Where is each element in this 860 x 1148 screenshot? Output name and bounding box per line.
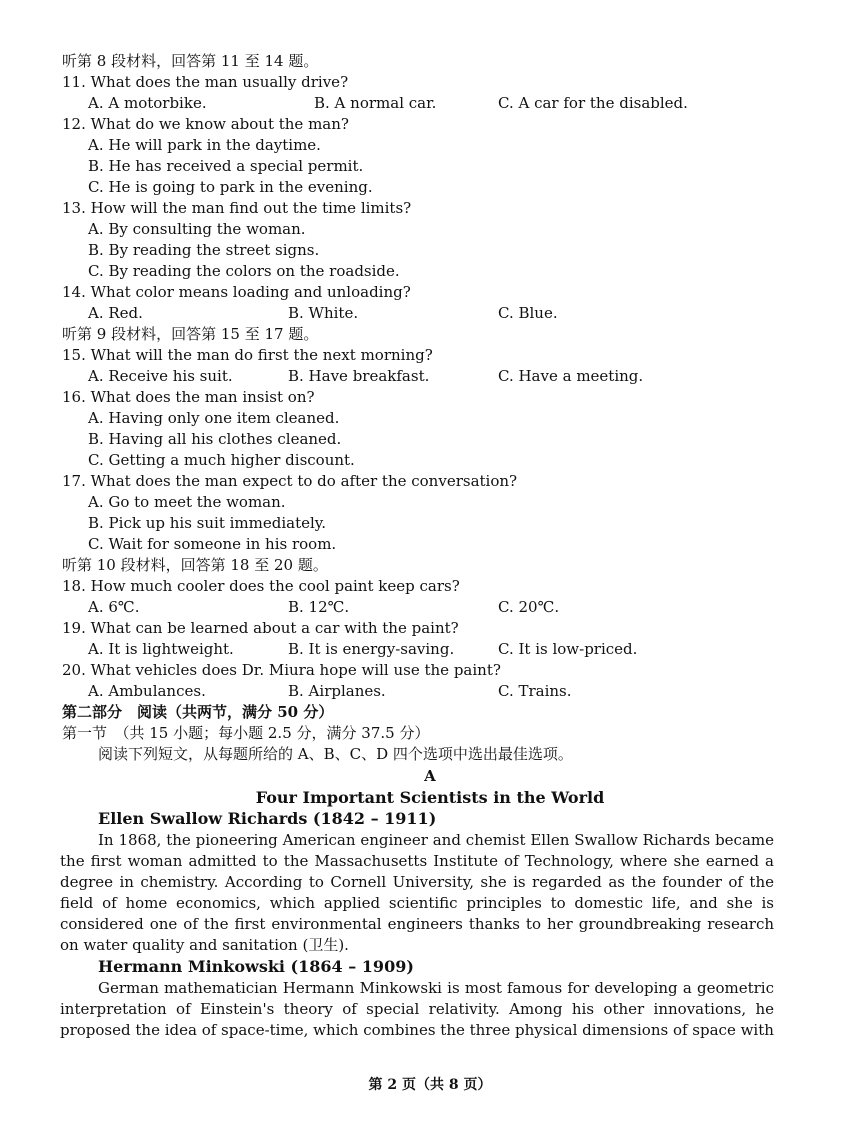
question-13: 13. How will the man find out the time limits? bbox=[62, 199, 412, 217]
option-b: B. Airplanes. bbox=[288, 682, 386, 700]
option-b: B. Having all his clothes cleaned. bbox=[88, 430, 342, 448]
part-title: 第二部分 阅读（共两节，满分 50 分） bbox=[62, 703, 334, 721]
question-11-options bbox=[88, 93, 688, 114]
option-a: A. A motorbike. bbox=[88, 94, 207, 112]
section-10-header: 听第 10 段材料，回答第 18 至 20 题。 bbox=[62, 556, 328, 574]
option-b: B. It is energy-saving. bbox=[288, 640, 455, 658]
question-19: 19. What can be learned about a car with the paint? bbox=[62, 619, 459, 637]
option-a: A. Having only one item cleaned. bbox=[88, 409, 340, 427]
option-c: C. Getting a much higher discount. bbox=[88, 451, 355, 469]
option-c: C. Blue. bbox=[498, 304, 558, 322]
passage-letter: A bbox=[424, 767, 436, 785]
question-20-options bbox=[88, 681, 572, 702]
option-c: C. By reading the colors on the roadside. bbox=[88, 262, 400, 280]
option-b: B. 12℃. bbox=[288, 598, 350, 616]
option-b: B. Pick up his suit immediately. bbox=[88, 514, 327, 532]
option-b: B. Have breakfast. bbox=[288, 367, 430, 385]
question-15: 15. What will the man do first the next morning? bbox=[62, 346, 433, 364]
page-number-footer: 第 2 页（共 8 页） bbox=[368, 1077, 492, 1093]
option-b: B. A normal car. bbox=[314, 94, 437, 112]
paragraph-2 bbox=[60, 978, 774, 1041]
question-11: 11. What does the man usually drive? bbox=[62, 73, 349, 91]
question-12: 12. What do we know about the man? bbox=[62, 115, 349, 133]
option-c: C. Wait for someone in his room. bbox=[88, 535, 337, 553]
option-b: B. He has received a special permit. bbox=[88, 157, 364, 175]
option-c: C. 20℃. bbox=[498, 598, 560, 616]
option-a: A. 6℃. bbox=[88, 598, 140, 616]
option-a: A. Ambulances. bbox=[88, 682, 206, 700]
passage-title: Four Important Scientists in the World bbox=[255, 788, 605, 807]
option-a: A. Go to meet the woman. bbox=[88, 493, 286, 511]
question-17: 17. What does the man expect to do after the conversation? bbox=[62, 472, 518, 490]
instruction: 阅读下列短文，从每题所给的 A、B、C、D 四个选项中选出最佳选项。 bbox=[98, 745, 573, 763]
option-c: C. It is low-priced. bbox=[498, 640, 638, 658]
option-b: B. White. bbox=[288, 304, 359, 322]
question-20: 20. What vehicles does Dr. Miura hope will use the paint? bbox=[62, 661, 501, 679]
question-18-options bbox=[88, 597, 560, 618]
option-a: A. He will park in the daytime. bbox=[88, 136, 321, 154]
option-a: A. Red. bbox=[88, 304, 143, 322]
question-19-options bbox=[88, 639, 638, 660]
section-8-header: 听第 8 段材料，回答第 11 至 14 题。 bbox=[62, 52, 319, 70]
option-c: C. Trains. bbox=[498, 682, 572, 700]
section-title: 第一节 （共 15 小题；每小题 2.5 分，满分 37.5 分） bbox=[62, 724, 430, 742]
paragraph-1 bbox=[60, 830, 774, 956]
option-c: C. A car for the disabled. bbox=[498, 94, 688, 112]
option-a: A. It is lightweight. bbox=[88, 640, 234, 658]
question-15-options bbox=[88, 366, 644, 387]
option-c: C. He is going to park in the evening. bbox=[88, 178, 373, 196]
option-a: A. By consulting the woman. bbox=[88, 220, 306, 238]
option-b: B. By reading the street signs. bbox=[88, 241, 320, 259]
section-9-header: 听第 9 段材料，回答第 15 至 17 题。 bbox=[62, 325, 319, 343]
paragraph-2-text: German mathematician Hermann Minkowski is most famous for developing a geometric interpretation of Einstein's theory of special relativity. Among his other innovations, he proposed the idea of space-time, which combines the three physical dimensions of space with bbox=[60, 979, 774, 1039]
question-14: 14. What color means loading and unloading? bbox=[62, 283, 411, 301]
scientist-heading-1: Ellen Swallow Richards (1842 – 1911) bbox=[98, 809, 437, 828]
paragraph-1-text: In 1868, the pioneering American engineer and chemist Ellen Swallow Richards became the first woman admitted to the Massachusetts Institute of Technology, where she earned a degree in chemistry. According to Cornell University, she is regarded as the founder of the field of home economics, which applied scientific principles to domestic life, and she is considered one of the first environmental engineers thanks to her groundbreaking research on water quality and sanitation (卫生). bbox=[60, 831, 774, 954]
question-16: 16. What does the man insist on? bbox=[62, 388, 315, 406]
option-a: A. Receive his suit. bbox=[88, 367, 233, 385]
question-14-options bbox=[88, 303, 558, 324]
option-c: C. Have a meeting. bbox=[498, 367, 644, 385]
scientist-heading-2: Hermann Minkowski (1864 – 1909) bbox=[98, 957, 414, 976]
question-18: 18. How much cooler does the cool paint keep cars? bbox=[62, 577, 460, 595]
